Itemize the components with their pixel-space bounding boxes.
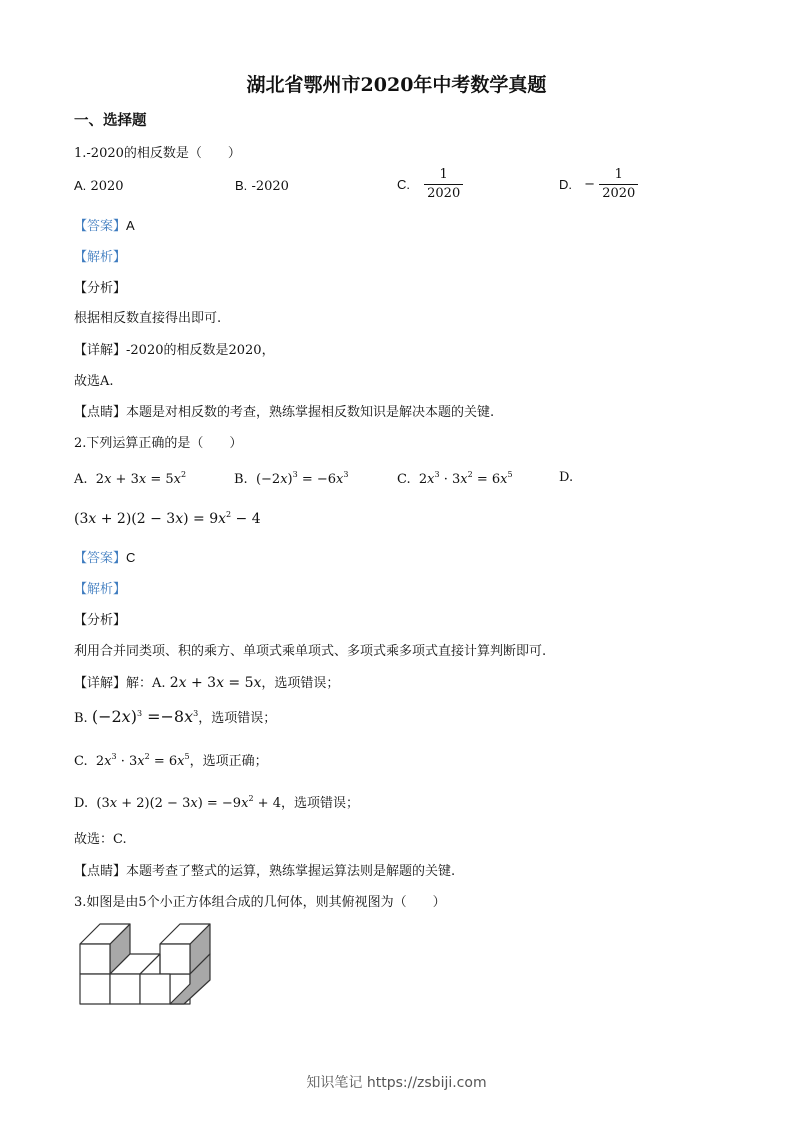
q1-option-a-label: A.: [74, 178, 87, 193]
q1-stem: 1.-2020的相反数是（ ）: [74, 146, 241, 161]
q2-option-d-formula: $(3x + 2)(2 - 3x) = 9x^2 - 4$: [74, 510, 261, 527]
q1-option-d-label: D.: [559, 177, 572, 192]
q3-cube-figure: [74, 920, 218, 1012]
q2-detail-d: [74, 792, 359, 811]
q2-detail-c-formula: $2x^3 \cdot 3x^2 = 6x^5$: [91, 752, 190, 769]
q2-detail-a-suffix: ，选项错误；: [261, 676, 340, 691]
q2-detail-tag: 【详解】: [74, 676, 127, 691]
q2-option-a: [74, 470, 186, 487]
q2-detail-a: [74, 672, 339, 691]
q2-detail-c-suffix: ，选项正确；: [189, 754, 268, 769]
q2-detail-b: [74, 707, 276, 726]
q2-option-c-formula: $2x^3 \cdot 3x^2 = 6x^5$: [414, 470, 513, 487]
cube-left-top-front: [80, 944, 110, 974]
q1-analysis-tag: 【分析】: [74, 281, 127, 296]
q2-detail-c: [74, 750, 268, 769]
q1-option-b: [235, 178, 289, 194]
q1-option-c-label: C.: [397, 177, 410, 192]
q2-option-b: [234, 470, 348, 487]
q2-stem: 2.下列运算正确的是（ ）: [74, 436, 243, 451]
q2-option-b-formula: $(-2x)^3 = -6x^3$: [251, 470, 349, 487]
q1-option-b-text: -2020: [251, 179, 289, 194]
q1-comment-text: 本题是对相反数的考查，熟练掌握相反数知识是解决本题的关键.: [126, 405, 495, 420]
q1-answer: [74, 215, 135, 234]
q2-detail-b-formula: $(-2x)^3 =-8x^3$: [91, 707, 199, 726]
q2-answer: [74, 547, 135, 566]
q2-conclusion: 故选：C.: [74, 832, 127, 847]
q1-detail: [74, 339, 275, 358]
q2-detail-a-formula: 2x + 3x = 5x: [169, 675, 262, 691]
q1-option-b-label: B.: [235, 178, 248, 193]
q1-option-a-text: 2020: [90, 179, 124, 194]
q2-detail-d-formula: $(3x + 2)(2 - 3x) = -9x^2 + 4$: [92, 794, 281, 811]
q2-detail-d-suffix: ，选项错误；: [280, 796, 359, 811]
q2-analysis-tag: 【分析】: [74, 613, 127, 628]
q2-detail-b-suffix: ，选项错误；: [198, 711, 277, 726]
q1-comment: [74, 401, 494, 420]
q1-detail-text: -2020的相反数是2020，: [126, 343, 275, 358]
q3-stem: 3.如图是由5个小正方体组合成的几何体，则其俯视图为（ ）: [74, 895, 446, 910]
cube-bottom-2-front: [110, 974, 140, 1004]
q1-option-d-fraction: [599, 166, 638, 203]
q1-conclusion: 故选A.: [74, 374, 114, 389]
q2-option-c-label: C.: [397, 472, 411, 487]
q1-option-c-numerator: 1: [424, 166, 463, 185]
q2-detail-d-label: D.: [74, 796, 89, 811]
q1-detail-tag: 【详解】: [74, 343, 127, 358]
document-title: 湖北省鄂州市2020年中考数学真题: [246, 74, 547, 96]
q2-detail-prefix: 解：A.: [126, 676, 166, 691]
q1-comment-tag: 【点睛】: [74, 405, 127, 420]
q1-analysis-text: 根据相反数直接得出即可.: [74, 311, 222, 326]
q2-detail-c-label: C.: [74, 754, 88, 769]
q1-explain-tag: 【解析】: [74, 250, 127, 265]
q2-option-a-formula: $2x + 3x = 5x^2$: [91, 470, 187, 487]
q2-option-d-label: D.: [559, 470, 574, 485]
q1-option-d: [559, 166, 638, 203]
q2-option-b-label: B.: [234, 472, 248, 487]
q2-explain-tag: 【解析】: [74, 582, 127, 597]
q1-option-a: [74, 178, 124, 194]
q2-comment: [74, 860, 455, 879]
q1-option-c-fraction: [424, 166, 463, 203]
cube-bottom-1-front: [80, 974, 110, 1004]
cube-bottom-3-front: [140, 974, 170, 1004]
q2-answer-tag: 【答案】: [74, 551, 127, 566]
q1-option-c: [397, 166, 463, 203]
q2-answer-value: C: [126, 550, 136, 565]
cube-right-top-front: [160, 944, 190, 974]
section-heading: 一、选择题: [74, 112, 147, 129]
footer-watermark: 知识笔记 https://zsbiji.com: [306, 1075, 487, 1091]
q2-option-a-label: A.: [74, 472, 88, 487]
q2-option-c: [397, 470, 513, 487]
q2-detail-b-label: B.: [74, 711, 88, 726]
q1-answer-tag: 【答案】: [74, 219, 127, 234]
q1-answer-value: A: [126, 218, 135, 233]
q2-comment-text: 本题考查了整式的运算，熟练掌握运算法则是解题的关键.: [126, 864, 456, 879]
q1-option-c-denominator: 2020: [427, 186, 461, 201]
q2-analysis-text: 利用合并同类项、积的乘方、单项式乘单项式、多项式乘多项式直接计算判断即可.: [74, 644, 547, 659]
q2-comment-tag: 【点睛】: [74, 864, 127, 879]
q1-option-d-denominator: 2020: [602, 186, 636, 201]
q1-option-d-sign: −: [584, 177, 596, 192]
q1-option-d-numerator: 1: [599, 166, 638, 185]
